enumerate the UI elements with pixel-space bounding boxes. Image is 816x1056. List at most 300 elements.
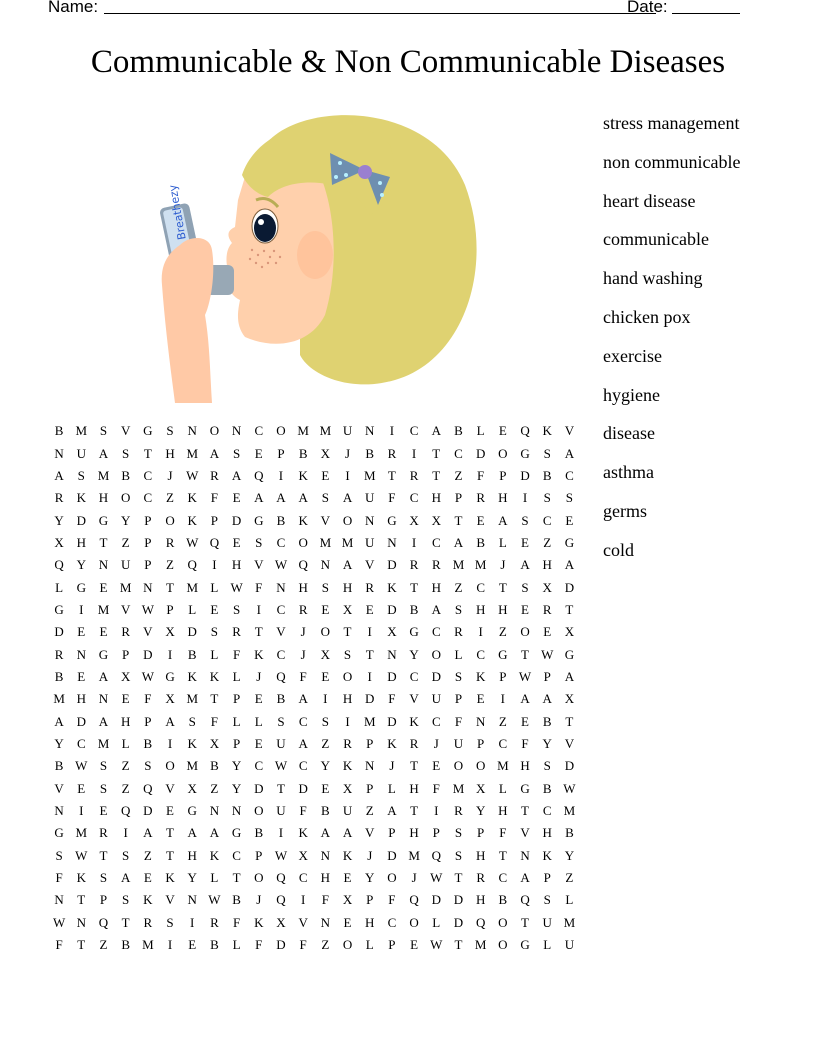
grid-letter[interactable]: W bbox=[430, 870, 443, 886]
grid-letter[interactable]: E bbox=[210, 601, 219, 617]
grid-letter[interactable]: X bbox=[187, 780, 197, 796]
grid-letter[interactable]: R bbox=[387, 445, 397, 461]
grid-letter[interactable]: H bbox=[542, 557, 552, 573]
grid-letter[interactable]: I bbox=[478, 624, 483, 640]
grid-letter[interactable]: A bbox=[520, 557, 530, 573]
grid-letter[interactable]: K bbox=[76, 490, 86, 506]
grid-letter[interactable]: V bbox=[254, 557, 264, 573]
grid-letter[interactable]: E bbox=[543, 624, 552, 640]
grid-letter[interactable]: V bbox=[520, 825, 530, 841]
grid-letter[interactable]: O bbox=[498, 937, 508, 953]
grid-letter[interactable]: M bbox=[452, 557, 465, 573]
grid-letter[interactable]: S bbox=[166, 914, 174, 930]
grid-letter[interactable]: M bbox=[97, 735, 110, 751]
grid-letter[interactable]: Y bbox=[365, 870, 375, 886]
grid-letter[interactable]: L bbox=[498, 780, 507, 796]
grid-letter[interactable]: B bbox=[321, 803, 330, 819]
grid-letter[interactable]: X bbox=[320, 445, 331, 461]
grid-letter[interactable]: S bbox=[343, 646, 352, 662]
grid-letter[interactable]: A bbox=[298, 490, 308, 506]
grid-letter[interactable]: X bbox=[342, 601, 353, 617]
grid-letter[interactable]: O bbox=[120, 490, 131, 506]
grid-letter[interactable]: C bbox=[298, 758, 308, 774]
grid-letter[interactable]: K bbox=[254, 646, 264, 662]
grid-letter[interactable]: T bbox=[454, 870, 463, 886]
grid-letter[interactable]: Y bbox=[54, 512, 64, 528]
grid-letter[interactable]: R bbox=[210, 467, 219, 483]
grid-letter[interactable]: R bbox=[121, 624, 130, 640]
grid-letter[interactable]: S bbox=[232, 445, 241, 461]
grid-letter[interactable]: V bbox=[564, 735, 575, 751]
grid-letter[interactable]: D bbox=[365, 691, 375, 707]
grid-letter[interactable]: S bbox=[232, 601, 241, 617]
grid-letter[interactable]: Y bbox=[54, 735, 64, 751]
grid-letter[interactable]: Z bbox=[166, 490, 174, 506]
grid-letter[interactable]: B bbox=[565, 825, 574, 841]
grid-letter[interactable]: N bbox=[320, 557, 331, 573]
grid-letter[interactable]: S bbox=[122, 445, 130, 461]
grid-letter[interactable]: I bbox=[522, 490, 528, 506]
grid-letter[interactable]: M bbox=[319, 534, 332, 550]
grid-letter[interactable]: Q bbox=[120, 803, 131, 819]
grid-letter[interactable]: C bbox=[76, 735, 86, 751]
grid-letter[interactable]: X bbox=[165, 691, 175, 707]
grid-letter[interactable]: H bbox=[520, 758, 530, 774]
grid-letter[interactable]: O bbox=[475, 758, 486, 774]
grid-letter[interactable]: X bbox=[320, 646, 331, 662]
grid-letter[interactable]: T bbox=[521, 646, 529, 662]
grid-letter[interactable]: E bbox=[565, 512, 574, 528]
grid-letter[interactable]: S bbox=[144, 758, 152, 774]
grid-letter[interactable]: I bbox=[345, 713, 350, 729]
grid-letter[interactable]: F bbox=[210, 713, 219, 729]
grid-letter[interactable]: F bbox=[388, 691, 396, 707]
grid-letter[interactable]: N bbox=[387, 646, 397, 662]
grid-letter[interactable]: I bbox=[212, 557, 217, 573]
grid-letter[interactable]: K bbox=[387, 735, 397, 751]
grid-letter[interactable]: C bbox=[232, 847, 241, 863]
grid-letter[interactable]: I bbox=[367, 668, 372, 684]
grid-letter[interactable]: S bbox=[99, 780, 108, 796]
grid-letter[interactable]: D bbox=[187, 624, 197, 640]
grid-letter[interactable]: B bbox=[542, 467, 552, 483]
grid-letter[interactable]: P bbox=[432, 825, 440, 841]
grid-letter[interactable]: K bbox=[409, 713, 419, 729]
grid-letter[interactable]: W bbox=[563, 780, 576, 796]
grid-letter[interactable]: N bbox=[365, 423, 375, 439]
grid-letter[interactable]: I bbox=[256, 601, 261, 617]
grid-letter[interactable]: A bbox=[231, 467, 242, 483]
grid-letter[interactable]: H bbox=[431, 490, 441, 506]
grid-letter[interactable]: Y bbox=[76, 557, 86, 573]
grid-letter[interactable]: B bbox=[542, 780, 552, 796]
grid-letter[interactable]: R bbox=[298, 601, 308, 617]
grid-letter[interactable]: G bbox=[231, 825, 242, 841]
grid-letter[interactable]: X bbox=[165, 624, 175, 640]
grid-letter[interactable]: T bbox=[365, 646, 374, 662]
grid-letter[interactable]: I bbox=[79, 601, 84, 617]
grid-letter[interactable]: G bbox=[564, 534, 575, 550]
grid-letter[interactable]: W bbox=[75, 758, 88, 774]
grid-letter[interactable]: K bbox=[187, 668, 197, 684]
grid-letter[interactable]: J bbox=[389, 758, 395, 774]
grid-letter[interactable]: P bbox=[255, 847, 263, 863]
grid-letter[interactable]: G bbox=[520, 937, 530, 953]
grid-letter[interactable]: D bbox=[431, 892, 441, 908]
grid-letter[interactable]: X bbox=[475, 780, 486, 796]
grid-letter[interactable]: C bbox=[387, 914, 397, 930]
grid-letter[interactable]: W bbox=[208, 892, 221, 908]
grid-letter[interactable]: R bbox=[232, 624, 241, 640]
grid-letter[interactable]: R bbox=[542, 601, 552, 617]
grid-letter[interactable]: Z bbox=[121, 534, 130, 550]
grid-letter[interactable]: O bbox=[165, 758, 175, 774]
grid-letter[interactable]: V bbox=[165, 892, 175, 908]
grid-letter[interactable]: O bbox=[431, 646, 441, 662]
grid-letter[interactable]: P bbox=[99, 892, 108, 908]
grid-letter[interactable]: F bbox=[321, 892, 329, 908]
grid-letter[interactable]: T bbox=[498, 579, 507, 595]
grid-letter[interactable]: A bbox=[342, 490, 353, 506]
grid-letter[interactable]: C bbox=[409, 490, 419, 506]
grid-letter[interactable]: A bbox=[564, 557, 575, 573]
grid-letter[interactable]: E bbox=[343, 870, 352, 886]
grid-letter[interactable]: V bbox=[143, 624, 153, 640]
grid-letter[interactable]: H bbox=[475, 892, 486, 908]
grid-letter[interactable]: K bbox=[254, 914, 264, 930]
grid-letter[interactable]: S bbox=[454, 825, 463, 841]
grid-letter[interactable]: O bbox=[520, 624, 530, 640]
grid-letter[interactable]: X bbox=[542, 579, 552, 595]
grid-letter[interactable]: I bbox=[190, 914, 195, 930]
grid-letter[interactable]: T bbox=[77, 937, 86, 953]
grid-letter[interactable]: F bbox=[477, 467, 485, 483]
grid-letter[interactable]: V bbox=[165, 780, 175, 796]
grid-letter[interactable]: E bbox=[99, 624, 108, 640]
grid-letter[interactable]: I bbox=[167, 937, 173, 953]
grid-letter[interactable]: N bbox=[76, 914, 86, 930]
grid-letter[interactable]: J bbox=[300, 646, 306, 662]
grid-letter[interactable]: S bbox=[321, 713, 329, 729]
grid-letter[interactable]: L bbox=[232, 668, 241, 684]
grid-letter[interactable]: U bbox=[365, 534, 375, 550]
grid-letter[interactable]: G bbox=[98, 512, 109, 528]
grid-letter[interactable]: C bbox=[498, 735, 508, 751]
grid-letter[interactable]: M bbox=[186, 579, 198, 595]
grid-letter[interactable]: G bbox=[76, 579, 86, 595]
grid-letter[interactable]: F bbox=[388, 892, 396, 908]
grid-letter[interactable]: B bbox=[121, 467, 130, 483]
grid-letter[interactable]: M bbox=[319, 423, 332, 439]
grid-letter[interactable]: H bbox=[165, 445, 175, 461]
grid-letter[interactable]: T bbox=[276, 780, 285, 796]
grid-letter[interactable]: A bbox=[54, 467, 64, 483]
grid-letter[interactable]: B bbox=[542, 713, 552, 729]
grid-letter[interactable]: E bbox=[365, 601, 374, 617]
grid-letter[interactable]: H bbox=[475, 847, 486, 863]
grid-letter[interactable]: A bbox=[431, 601, 441, 617]
grid-letter[interactable]: Q bbox=[520, 423, 530, 439]
grid-letter[interactable]: Y bbox=[187, 870, 197, 886]
grid-letter[interactable]: A bbox=[120, 870, 131, 886]
grid-letter[interactable]: U bbox=[76, 445, 86, 461]
grid-letter[interactable]: A bbox=[298, 691, 308, 707]
grid-letter[interactable]: B bbox=[121, 937, 130, 953]
grid-letter[interactable]: D bbox=[298, 780, 308, 796]
grid-letter[interactable]: C bbox=[254, 758, 264, 774]
grid-letter[interactable]: K bbox=[475, 668, 486, 684]
grid-letter[interactable]: V bbox=[120, 601, 131, 617]
grid-letter[interactable]: F bbox=[255, 937, 263, 953]
grid-letter[interactable]: E bbox=[321, 601, 330, 617]
grid-letter[interactable]: E bbox=[166, 803, 174, 819]
grid-letter[interactable]: P bbox=[454, 691, 463, 707]
grid-letter[interactable]: P bbox=[232, 735, 241, 751]
grid-letter[interactable]: E bbox=[410, 937, 419, 953]
grid-letter[interactable]: S bbox=[277, 713, 285, 729]
grid-letter[interactable]: M bbox=[363, 713, 376, 729]
grid-letter[interactable]: K bbox=[76, 870, 86, 886]
grid-letter[interactable]: B bbox=[254, 825, 264, 841]
grid-letter[interactable]: E bbox=[77, 780, 86, 796]
grid-letter[interactable]: F bbox=[55, 937, 63, 953]
grid-letter[interactable]: N bbox=[520, 847, 530, 863]
grid-letter[interactable]: D bbox=[475, 445, 486, 461]
grid-letter[interactable]: H bbox=[409, 780, 419, 796]
grid-letter[interactable]: A bbox=[520, 691, 530, 707]
grid-letter[interactable]: F bbox=[255, 579, 263, 595]
grid-letter[interactable]: S bbox=[543, 758, 551, 774]
grid-letter[interactable]: J bbox=[256, 892, 262, 908]
grid-letter[interactable]: T bbox=[99, 534, 108, 550]
grid-letter[interactable]: S bbox=[77, 467, 85, 483]
grid-letter[interactable]: U bbox=[431, 691, 441, 707]
grid-letter[interactable]: S bbox=[99, 870, 108, 886]
grid-letter[interactable]: B bbox=[187, 646, 197, 662]
grid-letter[interactable]: K bbox=[342, 847, 353, 863]
grid-letter[interactable]: D bbox=[387, 847, 397, 863]
grid-letter[interactable]: K bbox=[542, 423, 552, 439]
grid-letter[interactable]: R bbox=[476, 870, 485, 886]
grid-letter[interactable]: R bbox=[454, 803, 463, 819]
grid-letter[interactable]: F bbox=[55, 870, 63, 886]
grid-letter[interactable]: L bbox=[543, 937, 552, 953]
grid-letter[interactable]: D bbox=[453, 892, 464, 908]
grid-letter[interactable]: O bbox=[209, 423, 220, 439]
grid-letter[interactable]: C bbox=[476, 579, 485, 595]
grid-letter[interactable]: W bbox=[230, 579, 243, 595]
grid-letter[interactable]: V bbox=[320, 512, 331, 528]
grid-letter[interactable]: I bbox=[389, 423, 395, 439]
grid-letter[interactable]: I bbox=[123, 825, 128, 841]
grid-letter[interactable]: P bbox=[144, 512, 152, 528]
grid-letter[interactable]: L bbox=[432, 914, 441, 930]
grid-letter[interactable]: T bbox=[521, 914, 529, 930]
grid-letter[interactable]: H bbox=[475, 601, 486, 617]
grid-letter[interactable]: H bbox=[76, 691, 86, 707]
grid-letter[interactable]: T bbox=[565, 601, 574, 617]
grid-letter[interactable]: F bbox=[299, 803, 307, 819]
grid-letter[interactable]: M bbox=[186, 445, 198, 461]
grid-letter[interactable]: G bbox=[165, 668, 175, 684]
grid-letter[interactable]: O bbox=[498, 914, 508, 930]
grid-letter[interactable]: E bbox=[343, 914, 352, 930]
grid-letter[interactable]: O bbox=[342, 512, 353, 528]
grid-letter[interactable]: M bbox=[142, 937, 154, 953]
grid-letter[interactable]: J bbox=[433, 735, 439, 751]
grid-letter[interactable]: T bbox=[166, 825, 174, 841]
grid-letter[interactable]: A bbox=[54, 713, 64, 729]
grid-letter[interactable]: N bbox=[365, 512, 375, 528]
grid-letter[interactable]: I bbox=[300, 892, 306, 908]
grid-letter[interactable]: Z bbox=[565, 870, 574, 886]
grid-letter[interactable]: F bbox=[210, 490, 219, 506]
grid-letter[interactable]: R bbox=[409, 557, 419, 573]
grid-letter[interactable]: O bbox=[342, 937, 353, 953]
grid-letter[interactable]: W bbox=[75, 847, 88, 863]
grid-letter[interactable]: G bbox=[520, 780, 530, 796]
grid-letter[interactable]: B bbox=[365, 445, 375, 461]
grid-letter[interactable]: W bbox=[430, 937, 443, 953]
grid-letter[interactable]: D bbox=[387, 713, 397, 729]
grid-letter[interactable]: Q bbox=[143, 780, 153, 796]
grid-letter[interactable]: N bbox=[143, 579, 153, 595]
grid-letter[interactable]: E bbox=[254, 691, 263, 707]
grid-letter[interactable]: V bbox=[298, 914, 308, 930]
grid-letter[interactable]: M bbox=[53, 691, 65, 707]
grid-letter[interactable]: U bbox=[276, 803, 286, 819]
grid-letter[interactable]: O bbox=[276, 423, 286, 439]
grid-letter[interactable]: U bbox=[342, 803, 353, 819]
grid-letter[interactable]: E bbox=[99, 803, 108, 819]
grid-letter[interactable]: G bbox=[520, 445, 530, 461]
grid-letter[interactable]: S bbox=[454, 847, 463, 863]
grid-letter[interactable]: P bbox=[499, 467, 507, 483]
grid-letter[interactable]: G bbox=[98, 646, 109, 662]
grid-letter[interactable]: P bbox=[477, 825, 485, 841]
grid-letter[interactable]: L bbox=[121, 735, 130, 751]
grid-letter[interactable]: A bbox=[564, 668, 575, 684]
grid-letter[interactable]: T bbox=[565, 713, 574, 729]
grid-letter[interactable]: D bbox=[76, 713, 86, 729]
grid-letter[interactable]: Z bbox=[543, 534, 552, 550]
grid-letter[interactable]: L bbox=[210, 646, 219, 662]
grid-letter[interactable]: B bbox=[143, 735, 153, 751]
grid-letter[interactable]: Y bbox=[320, 758, 331, 774]
grid-letter[interactable]: J bbox=[167, 467, 173, 483]
grid-letter[interactable]: N bbox=[98, 557, 109, 573]
grid-letter[interactable]: R bbox=[54, 646, 64, 662]
grid-letter[interactable]: H bbox=[120, 713, 131, 729]
grid-letter[interactable]: D bbox=[387, 668, 397, 684]
grid-letter[interactable]: T bbox=[432, 467, 441, 483]
grid-letter[interactable]: X bbox=[409, 512, 419, 528]
grid-letter[interactable]: Y bbox=[542, 735, 552, 751]
grid-letter[interactable]: B bbox=[210, 758, 219, 774]
grid-letter[interactable]: Q bbox=[98, 914, 109, 930]
grid-letter[interactable]: P bbox=[388, 937, 396, 953]
grid-letter[interactable]: U bbox=[453, 735, 464, 751]
grid-letter[interactable]: B bbox=[54, 423, 64, 439]
grid-letter[interactable]: J bbox=[411, 870, 417, 886]
grid-letter[interactable]: E bbox=[254, 445, 263, 461]
grid-letter[interactable]: L bbox=[454, 646, 463, 662]
grid-letter[interactable]: C bbox=[276, 601, 286, 617]
grid-letter[interactable]: E bbox=[321, 780, 330, 796]
grid-letter[interactable]: X bbox=[298, 847, 308, 863]
grid-letter[interactable]: Z bbox=[454, 467, 463, 483]
grid-letter[interactable]: B bbox=[454, 423, 463, 439]
grid-letter[interactable]: E bbox=[521, 713, 529, 729]
grid-letter[interactable]: I bbox=[167, 646, 173, 662]
grid-letter[interactable]: S bbox=[99, 758, 108, 774]
grid-letter[interactable]: W bbox=[141, 668, 154, 684]
grid-letter[interactable]: G bbox=[143, 423, 153, 439]
grid-letter[interactable]: I bbox=[167, 735, 173, 751]
grid-letter[interactable]: H bbox=[187, 847, 197, 863]
grid-letter[interactable]: O bbox=[342, 668, 353, 684]
grid-letter[interactable]: F bbox=[499, 825, 507, 841]
grid-letter[interactable]: U bbox=[564, 937, 575, 953]
grid-letter[interactable]: J bbox=[500, 557, 506, 573]
grid-letter[interactable]: C bbox=[431, 713, 441, 729]
grid-letter[interactable]: N bbox=[387, 534, 397, 550]
grid-letter[interactable]: D bbox=[231, 512, 242, 528]
grid-letter[interactable]: L bbox=[498, 534, 507, 550]
grid-letter[interactable]: F bbox=[144, 691, 152, 707]
grid-letter[interactable]: Z bbox=[321, 937, 330, 953]
grid-letter[interactable]: I bbox=[345, 467, 350, 483]
grid-letter[interactable]: I bbox=[79, 803, 84, 819]
grid-letter[interactable]: V bbox=[564, 423, 575, 439]
grid-letter[interactable]: F bbox=[299, 937, 307, 953]
grid-letter[interactable]: E bbox=[143, 870, 152, 886]
grid-letter[interactable]: Q bbox=[298, 557, 308, 573]
grid-letter[interactable]: B bbox=[276, 512, 286, 528]
grid-letter[interactable]: S bbox=[521, 579, 529, 595]
grid-letter[interactable]: N bbox=[475, 713, 486, 729]
grid-letter[interactable]: P bbox=[166, 601, 174, 617]
grid-letter[interactable]: M bbox=[563, 803, 576, 819]
grid-letter[interactable]: C bbox=[565, 467, 574, 483]
grid-letter[interactable]: U bbox=[342, 423, 353, 439]
grid-letter[interactable]: M bbox=[341, 534, 354, 550]
grid-letter[interactable]: T bbox=[166, 579, 174, 595]
grid-letter[interactable]: E bbox=[77, 624, 86, 640]
grid-letter[interactable]: N bbox=[320, 847, 331, 863]
grid-letter[interactable]: S bbox=[188, 713, 196, 729]
grid-letter[interactable]: T bbox=[210, 691, 219, 707]
grid-letter[interactable]: V bbox=[365, 557, 375, 573]
grid-letter[interactable]: A bbox=[98, 445, 109, 461]
grid-letter[interactable]: O bbox=[498, 445, 508, 461]
grid-letter[interactable]: R bbox=[343, 735, 352, 751]
grid-letter[interactable]: W bbox=[274, 847, 288, 863]
grid-letter[interactable]: A bbox=[342, 825, 353, 841]
grid-letter[interactable]: O bbox=[298, 534, 308, 550]
grid-letter[interactable]: C bbox=[276, 534, 286, 550]
grid-letter[interactable]: B bbox=[409, 601, 419, 617]
grid-letter[interactable]: D bbox=[453, 914, 464, 930]
grid-letter[interactable]: E bbox=[521, 601, 529, 617]
grid-letter[interactable]: P bbox=[366, 892, 374, 908]
grid-letter[interactable]: K bbox=[542, 847, 552, 863]
grid-letter[interactable]: V bbox=[365, 825, 375, 841]
grid-letter[interactable]: C bbox=[476, 646, 485, 662]
grid-letter[interactable]: O bbox=[409, 914, 419, 930]
grid-letter[interactable]: W bbox=[186, 534, 199, 550]
grid-letter[interactable]: D bbox=[254, 780, 264, 796]
